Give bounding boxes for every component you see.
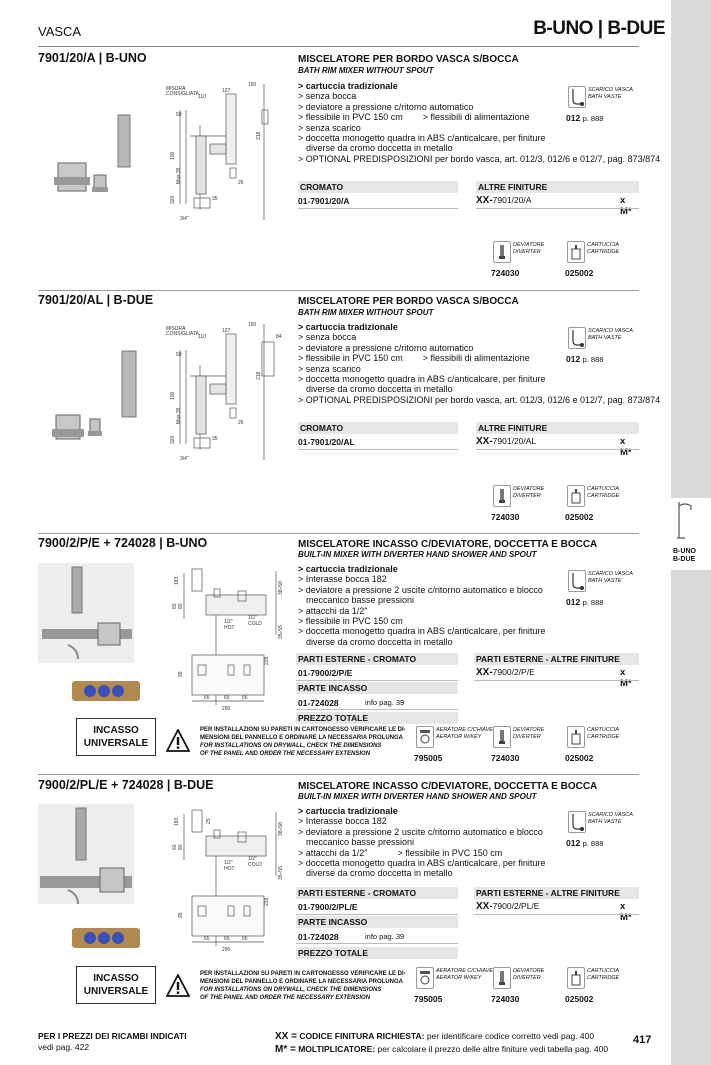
other-finish-header: PARTI ESTERNE - ALTRE FINITURE	[474, 887, 639, 899]
drain-icon	[568, 86, 586, 108]
total-price-header: PREZZO TOTALE	[296, 712, 458, 724]
multiplier-label: x M*	[620, 901, 632, 923]
product-subtitle: BATH RIM MIXER WITHOUT SPOUT	[298, 308, 434, 317]
svg-text:1/2": 1/2"	[248, 615, 257, 621]
feature-item: > deviatore a pressione 2 uscite c/ritorno automatico e blocco	[298, 826, 543, 837]
feature-item: > doccetta monogetto quadra in ABS c/anticalcare, per finiture	[298, 858, 546, 869]
svg-text:320: 320	[170, 435, 176, 444]
product-title: MISCELATORE PER BORDO VASCA S/BOCCA	[298, 296, 519, 307]
incasso-code: 01-724028	[298, 698, 339, 708]
svg-text:95: 95	[178, 912, 184, 918]
header-divider	[38, 46, 639, 47]
feature-item: > deviatore a pressione 2 uscite c/ritorno automatico e blocco	[298, 584, 543, 595]
svg-text:127: 127	[222, 88, 231, 94]
faucet-icon	[671, 498, 711, 548]
drywall-warning: PER INSTALLAZIONI SU PARETI IN CARTONGESSO VERIFICARE LE DI- MENSIONI DEL PANNELLO E ORDINARE LA NECESSARIA PROLUNGA FOR INSTALLATIONS ON DRYWALL, CHECK THE DIMENSIONS OF THE PANEL AND ORDER THE NECESSARY EXTENSION	[200, 971, 406, 1001]
product-subtitle: BATH RIM MIXER WITHOUT SPOUT	[298, 66, 434, 75]
feature-item: > cartuccia tradizionale	[298, 322, 398, 332]
product-title: MISCELATORE INCASSO C/DEVIATORE, DOCCETTA E BOCCA	[298, 781, 598, 792]
svg-text:50: 50	[176, 352, 182, 358]
feature-item: diverse da cromo doccetta in metallo	[306, 868, 453, 879]
sidebar-series-label: B-UNO B-DUE	[673, 548, 696, 563]
feature-item: > cartuccia tradizionale	[298, 806, 398, 816]
product-subtitle: BUILT-IN MIXER WITH DIVERTER HAND SHOWER AND SPOUT	[298, 550, 537, 559]
svg-text:183: 183	[174, 817, 180, 826]
accessory-code: 012 p. 888	[566, 354, 604, 364]
svg-text:MISURA: MISURA	[166, 86, 186, 92]
aerator-icon	[416, 726, 434, 748]
product-photo	[50, 105, 150, 215]
svg-text:65: 65	[204, 695, 210, 701]
incasso-code: 01-724028	[298, 932, 339, 942]
feature-item: > Interasse bocca 182	[298, 816, 387, 827]
accessory-scarico: SCARICO VASCA BATH VASTE 012 p. 888	[566, 571, 633, 607]
feature-item: diverse da cromo doccetta in metallo	[306, 384, 453, 395]
technical-drawing	[168, 806, 296, 956]
feature-item: > cartuccia tradizionale	[298, 564, 398, 574]
feature-item: > flessibile in PVC 150 cm > flessibili di alimentazione	[298, 353, 530, 364]
svg-text:150: 150	[248, 82, 257, 88]
footer-legend: XX = CODICE FINITURA RICHIESTA: per identificare codice corretto vedi pag. 400 M* = MOLTIPLICATORE: per calcolare il prezzo delle altre finiture vedi tabella pag. 400	[275, 1031, 609, 1055]
svg-text:95: 95	[178, 671, 184, 677]
svg-text:218: 218	[256, 371, 262, 380]
feature-item: diverse da cromo doccetta in metallo	[306, 636, 453, 647]
technical-drawing	[168, 565, 296, 715]
svg-text:Max 35: Max 35	[176, 167, 182, 184]
category-title: VASCA	[38, 24, 82, 39]
svg-text:CONSIGLIATA: CONSIGLIATA	[166, 331, 199, 337]
feature-item: > attacchi da 1/2"	[298, 605, 368, 616]
product-code-title: 7901/20/AL | B-DUE	[38, 293, 154, 307]
feature-item: > senza scarico	[298, 363, 361, 374]
svg-text:100: 100	[170, 151, 176, 160]
feature-item: > deviatore a pressione c/ritorno automatico	[298, 342, 474, 353]
drywall-warning: PER INSTALLAZIONI SU PARETI IN CARTONGESSO VERIFICARE LE DI- MENSIONI DEL PANNELLO E ORDINARE LA NECESSARIA PROLUNGA FOR INSTALLATIONS ON DRYWALL, CHECK THE DIMENSIONS OF THE PANEL AND ORDER THE NECESSARY EXTENSION	[200, 727, 406, 757]
feature-item: > OPTIONAL PREDISPOSIZIONI per bordo vasca, art. 012/3, 012/6 e 012/7, pag. 873/874	[298, 153, 661, 164]
finish-code: 01-7900/2/P/E	[298, 668, 353, 678]
feature-item: > deviatore a pressione c/ritorno automatico	[298, 101, 474, 112]
accessory-code: 012 p. 888	[566, 113, 604, 123]
svg-text:65: 65	[242, 936, 248, 942]
product-photo	[38, 563, 148, 713]
accessory-deviatore: DEVIATORE DIVERTER 724030	[491, 486, 545, 522]
accessory-code: 012 p. 888	[566, 597, 604, 607]
aerator-icon	[416, 967, 434, 989]
other-finish-code: XX-7900/2/PL/E	[476, 901, 540, 912]
product-code-title: 7901/20/A | B-UNO	[38, 51, 147, 65]
multiplier-label: x M*	[620, 667, 632, 689]
svg-text:290: 290	[222, 706, 231, 712]
other-finish-header: PARTI ESTERNE - ALTRE FINITURE	[474, 653, 639, 665]
svg-text:84: 84	[276, 334, 282, 340]
technical-drawing	[166, 80, 291, 225]
svg-text:3/4": 3/4"	[180, 216, 189, 222]
svg-text:35: 35	[212, 436, 218, 442]
svg-text:228: 228	[264, 897, 270, 906]
feature-item: meccanico basse pressioni	[306, 837, 415, 848]
accessory-aeratore: AERATORE C/CHIAVE AERATOR W/KEY 795005	[414, 727, 493, 763]
feature-item: > senza bocca	[298, 91, 357, 102]
svg-text:80: 80	[178, 844, 184, 850]
other-finish-code: XX-7900/2/P/E	[476, 667, 535, 678]
feature-item: > flessibile in PVC 150 cm > flessibili di alimentazione	[298, 112, 530, 123]
feature-item: > senza scarico	[298, 122, 361, 133]
svg-text:1/2": 1/2"	[224, 619, 233, 625]
feature-item: > flessibile in PVC 150 cm	[298, 616, 403, 627]
svg-text:183: 183	[174, 576, 180, 585]
svg-text:150: 150	[248, 322, 257, 328]
series-title: B-UNO | B-DUE	[533, 18, 665, 39]
accessory-deviatore: DEVIATORE DIVERTER 724030	[491, 727, 545, 763]
svg-text:100: 100	[170, 391, 176, 400]
product-title: MISCELATORE PER BORDO VASCA S/BOCCA	[298, 54, 519, 65]
product-subtitle: BUILT-IN MIXER WITH DIVERTER HAND SHOWER AND SPOUT	[298, 792, 537, 801]
svg-text:COLD: COLD	[248, 621, 262, 627]
svg-text:228: 228	[264, 656, 270, 665]
accessory-deviatore: DEVIATORE DIVERTER 724030	[491, 242, 545, 278]
feature-list	[298, 564, 545, 647]
other-finish-header: ALTRE FINITURE	[476, 422, 639, 434]
drain-icon	[568, 327, 586, 349]
finish-code: 01-7901/20/A	[298, 196, 350, 206]
svg-text:25: 25	[206, 818, 212, 824]
svg-text:CONSIGLIATA: CONSIGLIATA	[166, 91, 199, 97]
incasso-info: info pag. 39	[365, 698, 405, 707]
svg-text:110: 110	[198, 334, 206, 340]
finish-code: 01-7901/20/AL	[298, 437, 355, 447]
feature-item: diverse da cromo doccetta in metallo	[306, 143, 453, 154]
svg-text:38÷58: 38÷58	[278, 581, 284, 595]
cartridge-icon	[567, 241, 585, 263]
svg-text:65: 65	[204, 936, 210, 942]
multiplier-label: x M*	[620, 436, 632, 458]
diverter-icon	[493, 967, 511, 989]
svg-text:110: 110	[198, 94, 206, 100]
finish-header: PARTI ESTERNE - CROMATO	[296, 887, 458, 899]
accessory-aeratore: AERATORE C/CHIAVE AERATOR W/KEY 795005	[414, 968, 493, 1004]
product-code-title: 7900/2/P/E + 724028 | B-UNO	[38, 536, 208, 550]
svg-text:60: 60	[172, 844, 178, 850]
svg-text:65: 65	[242, 695, 248, 701]
feature-item: > Interasse bocca 182	[298, 574, 387, 585]
svg-text:26: 26	[238, 180, 244, 186]
incasso-header: PARTE INCASSO	[296, 682, 458, 694]
product-section-4	[38, 774, 639, 1014]
product-photo	[50, 345, 150, 455]
feature-item: > cartuccia tradizionale	[298, 81, 398, 91]
incasso-universale-box: INCASSO UNIVERSALE	[76, 718, 156, 756]
svg-text:65: 65	[224, 695, 230, 701]
svg-text:218: 218	[256, 131, 262, 140]
finish-header: CROMATO	[298, 422, 458, 434]
product-title: MISCELATORE INCASSO C/DEVIATORE, DOCCETTA E BOCCA	[298, 539, 598, 550]
incasso-universale-box: INCASSO UNIVERSALE	[76, 966, 156, 1004]
svg-text:HOT: HOT	[224, 866, 235, 872]
technical-drawing	[166, 320, 291, 465]
total-price-header: PREZZO TOTALE	[296, 947, 458, 959]
finish-header: PARTI ESTERNE - CROMATO	[296, 653, 458, 665]
feature-item: > doccetta monogetto quadra in ABS c/anticalcare, per finiture	[298, 626, 546, 637]
cartridge-icon	[567, 485, 585, 507]
svg-text:26: 26	[238, 420, 244, 426]
svg-text:65: 65	[224, 936, 230, 942]
svg-text:50: 50	[176, 112, 182, 118]
other-finish-header: ALTRE FINITURE	[476, 181, 639, 193]
svg-text:80: 80	[178, 603, 184, 609]
accessory-cartuccia: CARTUCCIA CARTRIDGE 025002	[565, 486, 620, 522]
warning-icon	[166, 974, 190, 998]
drain-icon	[568, 570, 586, 592]
accessory-scarico: SCARICO VASCA BATH VASTE 012 p. 888	[566, 328, 633, 364]
svg-text:35÷55: 35÷55	[278, 625, 284, 639]
product-section-1	[38, 50, 661, 288]
svg-text:320: 320	[170, 195, 176, 204]
cartridge-icon	[567, 967, 585, 989]
multiplier-label: x M*	[620, 195, 632, 217]
diverter-icon	[493, 485, 511, 507]
product-code-title: 7900/2/PL/E + 724028 | B-DUE	[38, 778, 214, 792]
accessory-code: 012 p. 888	[566, 838, 604, 848]
warning-icon	[166, 729, 190, 753]
svg-text:COLD: COLD	[248, 862, 262, 868]
feature-item: > OPTIONAL PREDISPOSIZIONI per bordo vasca, art. 012/3, 012/6 e 012/7, pag. 873/874	[298, 394, 661, 405]
other-finish-code: XX-7901/20/A	[476, 195, 532, 206]
feature-item: > doccetta monogetto quadra in ABS c/anticalcare, per finiture	[298, 374, 546, 385]
accessory-cartuccia: CARTUCCIA CARTRIDGE 025002	[565, 968, 620, 1004]
cartridge-icon	[567, 726, 585, 748]
svg-text:35÷55: 35÷55	[278, 866, 284, 880]
feature-item: > doccetta monogetto quadra in ABS c/anticalcare, per finiture	[298, 133, 546, 144]
svg-text:1/2": 1/2"	[224, 860, 233, 866]
finish-code: 01-7900/2/PL/E	[298, 902, 358, 912]
finish-header: CROMATO	[298, 181, 458, 193]
diverter-icon	[493, 241, 511, 263]
svg-text:127: 127	[222, 328, 231, 334]
svg-text:38÷58: 38÷58	[278, 822, 284, 836]
page-number: 417	[633, 1034, 652, 1046]
product-section-2	[38, 290, 661, 530]
accessory-scarico: SCARICO VASCA BATH VASTE 012 p. 888	[566, 87, 633, 123]
accessory-scarico: SCARICO VASCA BATH VASTE 012 p. 888	[566, 812, 633, 848]
product-section-3	[38, 533, 639, 771]
svg-text:35: 35	[212, 196, 218, 202]
feature-item: > senza bocca	[298, 332, 357, 343]
svg-text:HOT: HOT	[224, 625, 235, 631]
accessory-cartuccia: CARTUCCIA CARTRIDGE 025002	[565, 242, 620, 278]
svg-text:290: 290	[222, 947, 231, 953]
svg-text:3/4": 3/4"	[180, 456, 189, 462]
accessory-deviatore: DEVIATORE DIVERTER 724030	[491, 968, 545, 1004]
incasso-header: PARTE INCASSO	[296, 916, 458, 928]
product-photo	[38, 804, 148, 954]
accessory-cartuccia: CARTUCCIA CARTRIDGE 025002	[565, 727, 620, 763]
diverter-icon	[493, 726, 511, 748]
svg-text:Max 35: Max 35	[176, 407, 182, 424]
incasso-info: info pag. 39	[365, 932, 405, 941]
drain-icon	[568, 811, 586, 833]
feature-item: > attacchi da 1/2" > flessibile in PVC 150 cm	[298, 847, 503, 858]
svg-text:MISURA: MISURA	[166, 326, 186, 332]
feature-list	[298, 806, 545, 879]
feature-item: meccanico basse pressioni	[306, 595, 415, 606]
other-finish-code: XX-7901/20/AL	[476, 436, 537, 447]
svg-text:60: 60	[172, 603, 178, 609]
footer-spare-parts-note: PER I PREZZI DEI RICAMBI INDICATI vedi pag. 422	[38, 1031, 187, 1052]
svg-text:1/2": 1/2"	[248, 856, 257, 862]
